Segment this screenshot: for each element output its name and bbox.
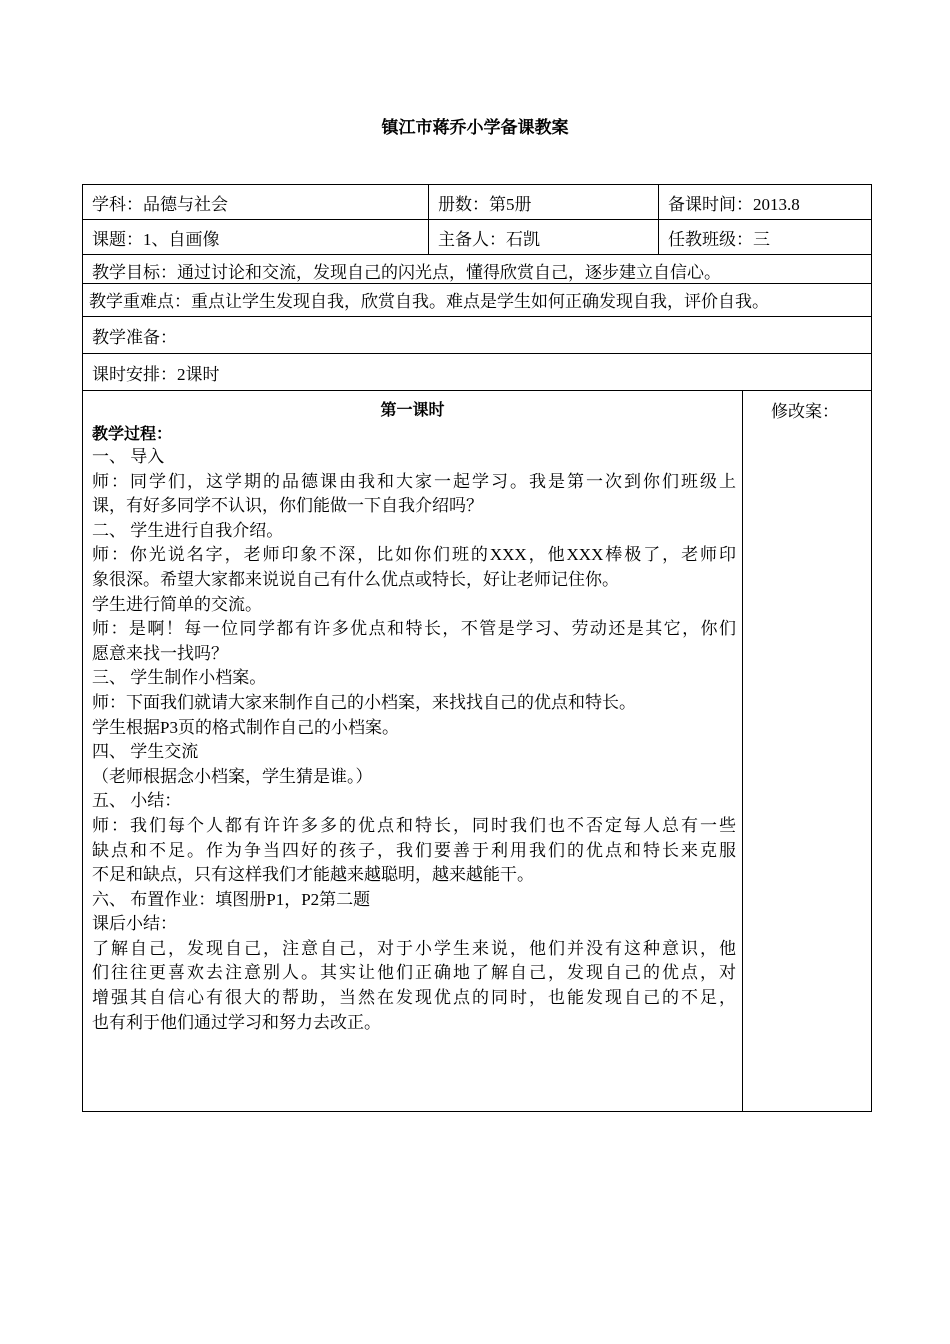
process-line: （老师根据念小档案，学生猜是谁。）: [92, 766, 373, 786]
process-line: 学生进行简单的交流。: [92, 594, 262, 614]
process-line: 愿意来找一找吗？: [92, 643, 228, 663]
process-line: 象很深。希望大家都来说说自己有什么优点或特长，好让老师记住你。: [92, 569, 619, 589]
process-line: 增强其自信心有很大的帮助，当然在发现优点的同时，也能发现自己的不足，: [92, 988, 736, 1008]
page-title: 镇江市蒋乔小学备课教案: [381, 118, 569, 138]
revision-label: 修改案：: [771, 402, 839, 421]
class-cell: 任教班级：三: [658, 220, 871, 254]
preparation-text: 教学准备：: [92, 328, 177, 347]
preparation-row: [83, 317, 871, 354]
process-line: 也有利于他们通过学习和努力去改正。: [92, 1012, 381, 1032]
process-line: 了解自己，发现自己，注意自己，对于小学生来说，他们并没有这种意识，他: [92, 938, 736, 958]
lesson-plan-table: [82, 184, 872, 1112]
preparer-cell: 主备人：石凯: [428, 220, 658, 254]
schedule-text: 课时安排：2课时: [92, 365, 220, 384]
process-label: 教学过程：: [92, 424, 173, 443]
process-line: 三、 学生制作小档案。: [92, 668, 267, 688]
process-line: 六、 布置作业：填图册P1，P2第二题: [92, 889, 371, 909]
header-row-2: [83, 220, 871, 255]
process-line: 课后小结：: [92, 914, 177, 934]
objective-row: [83, 255, 871, 284]
objective-text: 教学目标：通过讨论和交流，发现自己的闪光点，懂得欣赏自己，逐步建立自信心。: [92, 263, 721, 282]
process-line: 师：下面我们就请大家来制作自己的小档案，来找找自己的优点和特长。: [92, 692, 636, 712]
process-line: 一、 导入: [92, 447, 165, 466]
process-line: 课，有好多同学不认识，你们能做一下自我介绍吗？: [92, 496, 483, 516]
revision-cell: [743, 391, 871, 1111]
process-line: 五、 小结：: [92, 791, 182, 811]
lesson-title: 第一课时: [380, 400, 445, 419]
header-row-1: [83, 185, 871, 220]
process-line: 学生根据P3页的格式制作自己的小档案。: [92, 717, 399, 737]
process-line: 师：我们每个人都有许许多多的优点和特长，同时我们也不否定每人总有一些: [92, 815, 736, 835]
key-points-row: [83, 284, 871, 317]
prep-time-cell: 备课时间：2013.8: [658, 185, 871, 219]
process-line: 缺点和不足。作为争当四好的孩子，我们要善于利用我们的优点和特长来克服: [92, 840, 736, 860]
process-line: 二、 学生进行自我介绍。: [92, 520, 284, 540]
process-line: 们往往更喜欢去注意别人。其实让他们正确地了解自己，发现自己的优点，对: [92, 963, 736, 983]
volume-cell: 册数：第5册: [428, 185, 658, 219]
process-line: 师：是啊！每一位同学都有许多优点和特长，不管是学习、劳动还是其它，你们: [92, 619, 736, 639]
process-line: 不足和缺点，只有这样我们才能越来越聪明，越来越能干。: [92, 865, 534, 885]
teaching-process-cell: [83, 391, 743, 1111]
key-points-text: 教学重难点：重点让学生发现自我，欣赏自我。难点是学生如何正确发现自我，评价自我。: [89, 292, 769, 311]
process-lines: [83, 445, 742, 1035]
process-line: 师：你光说名字，老师印象不深，比如你们班的XXX，他XXX棒极了，老师印: [92, 545, 736, 565]
subject-cell: 学科：品德与社会: [92, 195, 228, 214]
process-line: 四、 学生交流: [92, 742, 199, 762]
topic-cell: 课题：1、自画像: [92, 230, 220, 249]
schedule-row: [83, 354, 871, 391]
process-line: 师：同学们，这学期的品德课由我和大家一起学习。我是第一次到你们班级上: [92, 471, 736, 491]
